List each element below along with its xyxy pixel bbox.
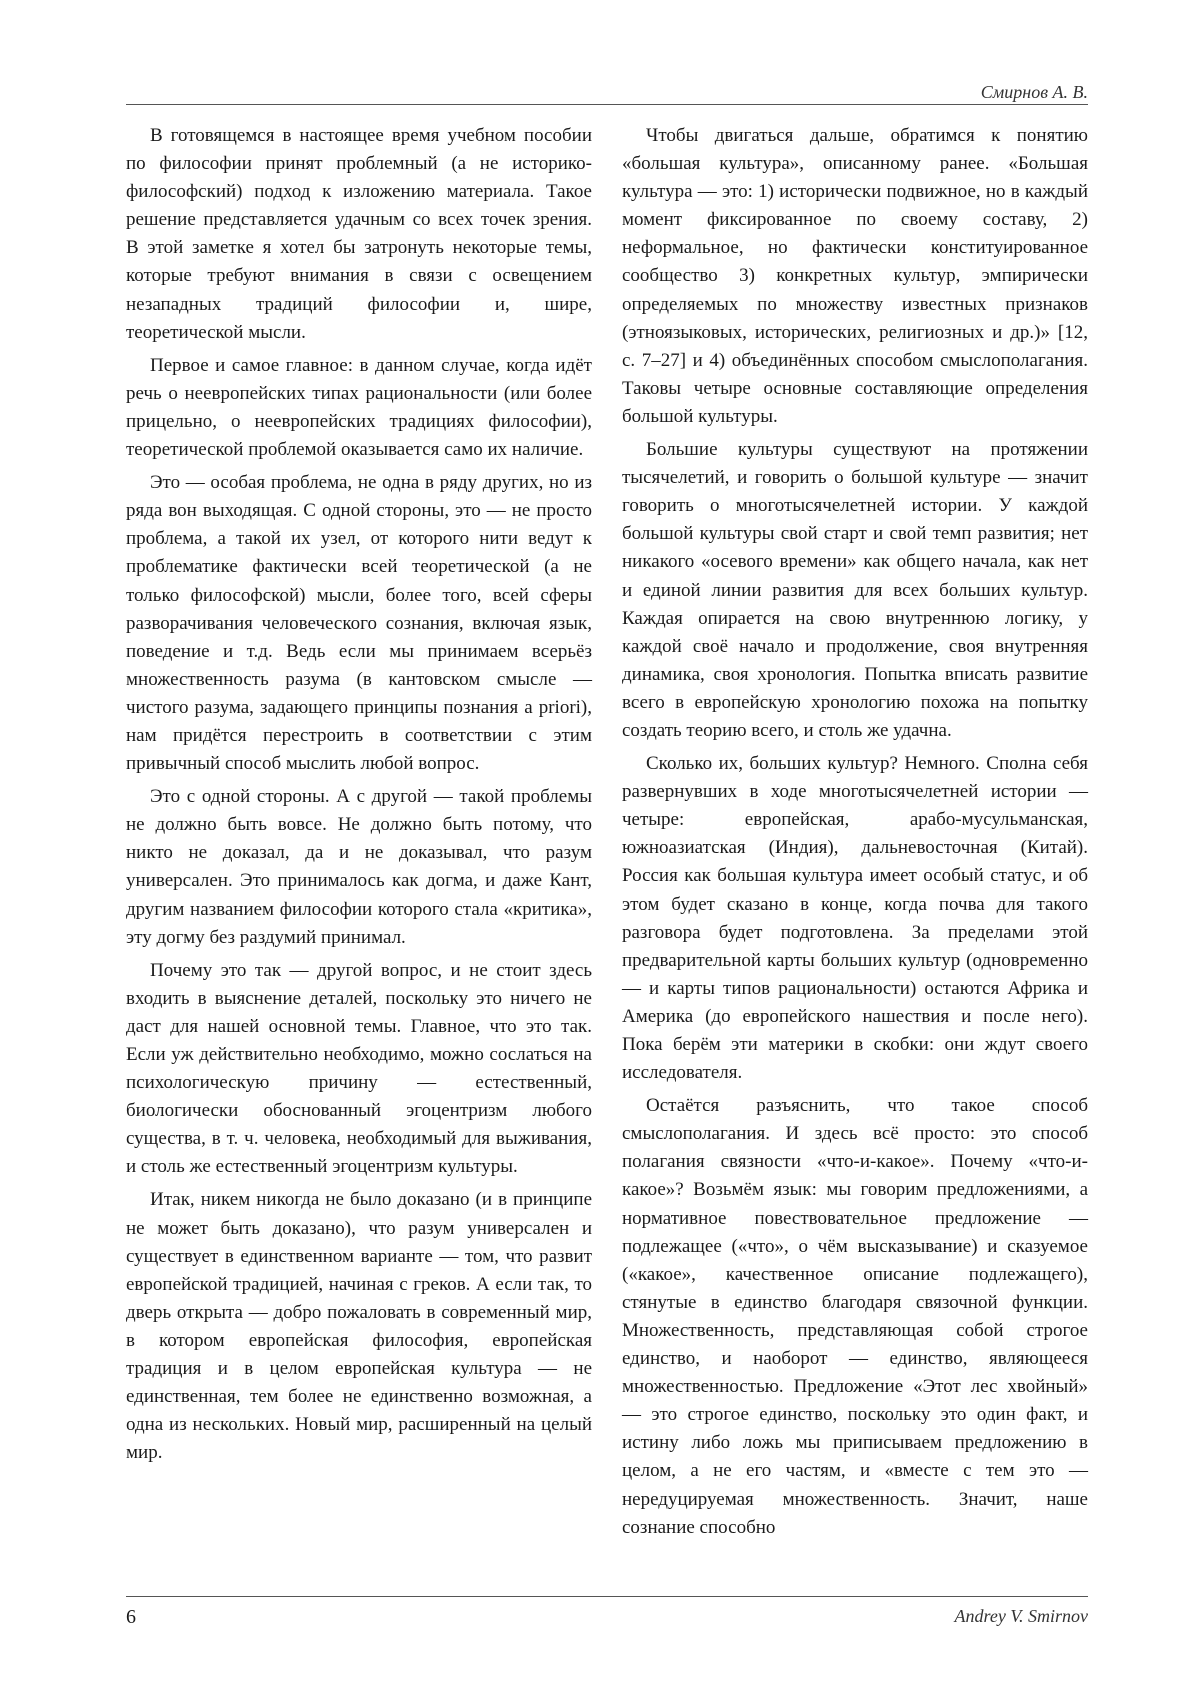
paragraph: Большие культуры существуют на протяжении тысячелетий, и говорить о большой культуре — значит говорить о многотысячелетней истории. У каждой большой культуры свой старт и свой темп развития; нет никакого «осевого времени» как общего начала, как нет и единой линии развития для всех больших культур. Каждая опирается на свою внутреннюю логику, у каждой своё начало и продолжение, своя внутренняя динамика, своя хронология. Попытка вписать развитие всего в европейскую хронологию похожа на попытку создать теорию всего, и столь же удачна. <box>622 439 1088 741</box>
left-column <box>126 122 592 1584</box>
right-column <box>622 122 1088 1584</box>
paragraph: Чтобы двигаться дальше, обратимся к понятию «большая культура», описанному ранее. «Большая культура — это: 1) исторически подвижное, но в каждый момент фиксированное по своему составу, 2) неформальное, но фактически конституированное сообщество 3) конкретных культур, эмпирически определяемых по множеству известных признаков (этноязыковых, исторических, религиозных и др.)» [12, с. 7–27] и 4) объединённых способом смыслополагания. Таковы четыре основные составляющие определения большой культуры. <box>622 125 1088 427</box>
running-head: Смирнов А. В. <box>980 82 1088 102</box>
paragraph: Остаётся разъяснить, что такое способ смыслополагания. И здесь всё просто: это способ полагания связности «что-и-какое». Почему «что-и-какое»? Возьмём язык: мы говорим предложениями, а нормативное повествовательное предложение — подлежащее («что», о чём высказывание) и сказуемое («какое», качественное описание подлежащего), стянутые в единство благодаря связочной функции. Множественность, представляющая собой строгое единство, и наоборот — единство, являющееся множественностью. Предложение «Этот лес хвойный» — это строгое единство, поскольку это один факт, и истину либо ложь мы приписываем предложению в целом, а не его частям, и «вместе с тем это — нередуцируемая множественность. Значит, наше сознание способно <box>622 1095 1088 1538</box>
paragraph: Почему это так — другой вопрос, и не стоит здесь входить в выяснение деталей, поскольку это ничего не даст для нашей основной темы. Главное, что это так. Если уж действительно необходимо, можно сослаться на психологическую причину — естественный, биологически обоснованный эгоцентризм любого существа, в т. ч. человека, необходимый для выживания, и столь же естественный эгоцентризм культуры. <box>126 959 592 1178</box>
paragraph: Это с одной стороны. А с другой — такой проблемы не должно быть вовсе. Не должно быть потому, что никто не доказал, да и не доказывал, что разум универсален. Это принималось как догма, и даже Кант, другим названием философии которого стала «критика», эту догму без раздумий принимал. <box>126 786 592 948</box>
text-columns <box>126 122 1088 1584</box>
running-foot: Andrey V. Smirnov <box>954 1606 1088 1626</box>
paragraph: Это — особая проблема, не одна в ряду других, но из ряда вон выходящая. С одной стороны, это — не просто проблема, а такой их узел, от которого нити ведут к проблематике фактически всей теоретической (а не только философской) мысли, более того, всей сферы разворачивания человеческого сознания, включая язык, поведение и т.д. Ведь если мы принимаем всерьёз множественность разума (в кантовском смысле — чистого разума, задающего принципы познания a priori), нам придётся перестроить в соответствии с этим привычный способ мыслить любой вопрос. <box>126 472 592 775</box>
paragraph: Первое и самое главное: в данном случае, когда идёт речь о неевропейских типах рациональности (или более прицельно, о неевропейских традициях философии), теоретической проблемой оказывается само их наличие. <box>126 354 592 461</box>
header-rule <box>126 104 1088 105</box>
paragraph: В готовящемся в настоящее время учебном пособии по философии принят проблемный (а не историко-философский) подход к изложению материала. Такое решение представляется удачным со всех точек зрения. В этой заметке я хотел бы затронуть некоторые темы, которые требуют внимания в связи с освещением незападных традиций философии и, шире, теоретической мысли. <box>126 125 592 343</box>
page-number: 6 <box>126 1606 136 1628</box>
paragraph: Итак, никем никогда не было доказано (и в принципе не может быть доказано), что разум универсален и существует в единственном варианте — том, что развит европейской традицией, начиная с греков. А если так, то дверь открыта — добро пожаловать в современный мир, в котором европейская философия, европейская традиция и в целом европейская культура — не единственная, тем более не единственно возможная, а одна из нескольких. Новый мир, расширенный на целый мир. <box>126 1189 592 1464</box>
paragraph: Сколько их, больших культур? Немного. Сполна себя развернувших в ходе многотысячелетней истории — четыре: европейская, арабо-мусульманская, южноазиатская (Индия), дальневосточная (Китай). Россия как большая культура имеет особый статус, и об этом будет сказано в конце, когда почва для такого разговора будет подготовлена. За пределами этой предварительной карты больших культур (одновременно — и карты типов рациональности) остаются Африка и Америка (до европейского нашествия и после него). Пока берём эти материки в скобки: они ждут своего исследователя. <box>622 753 1088 1084</box>
footer-rule <box>126 1596 1088 1597</box>
